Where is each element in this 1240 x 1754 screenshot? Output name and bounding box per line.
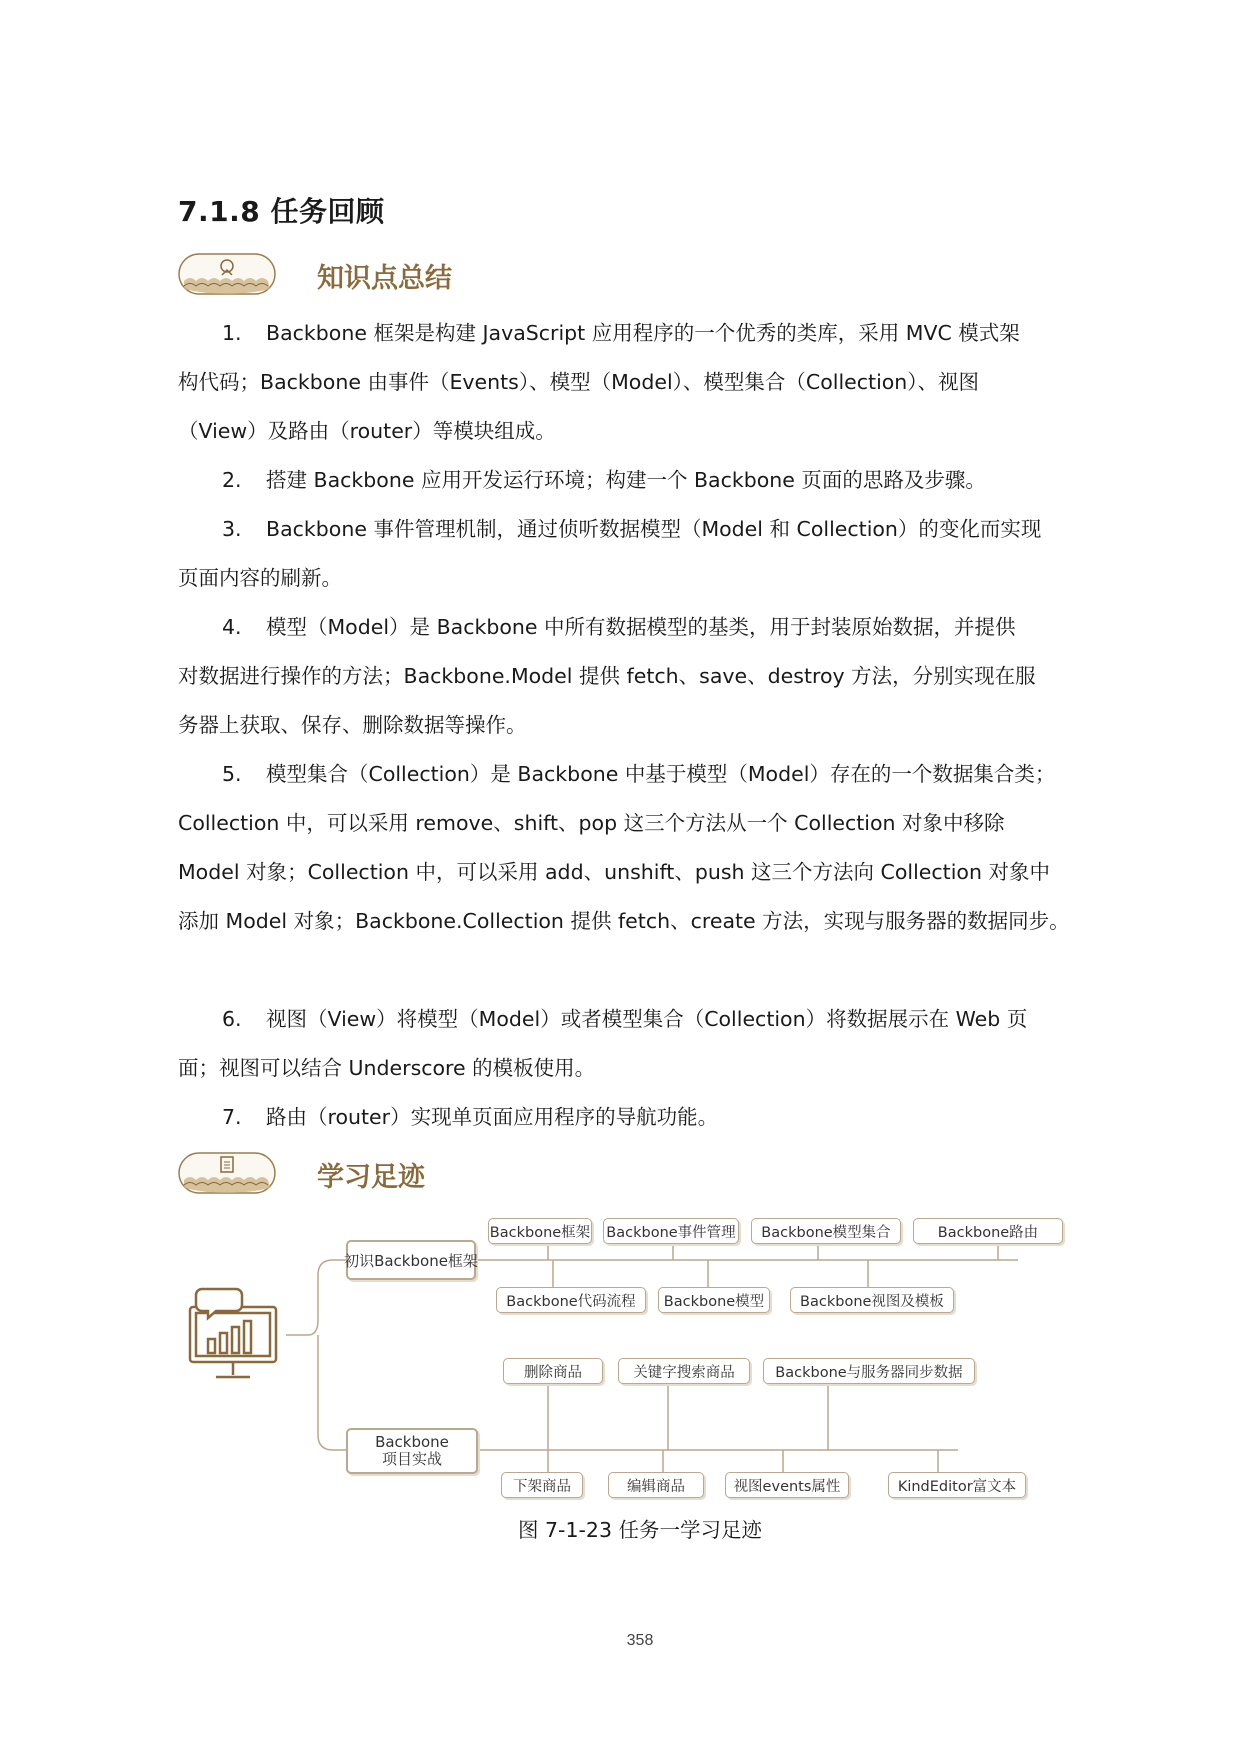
summary-item-5-line2: Collection 中，可以采用 remove、shift、pop 这三个方法从一个 Collection 对象中移除	[178, 811, 1005, 835]
mindmap-connectors	[178, 1210, 1068, 1500]
mindmap-node: Backbone视图及模板	[790, 1287, 954, 1313]
mindmap-node: KindEditor富文本	[888, 1472, 1026, 1498]
summary-text	[178, 309, 1078, 1142]
mindmap-node: Backbone模型	[658, 1287, 770, 1313]
mindmap-node: 关键字搜索商品	[618, 1358, 750, 1384]
summary-item-5-line4: 添加 Model 对象；Backbone.Collection 提供 fetch、create 方法，实现与服务器的数据同步。	[178, 909, 1070, 933]
mindmap-node: 视图events属性	[725, 1472, 849, 1498]
summary-badge-icon	[178, 253, 276, 295]
summary-item-6: 6. 视图（View）将模型（Model）或者模型集合（Collection）将数据展示在 Web 页	[222, 1007, 1028, 1031]
mindmap-node: Backbone框架	[488, 1218, 592, 1244]
mindmap-branch-1: 初识Backbone框架	[346, 1240, 476, 1280]
branch-2-line1: Backbone	[375, 1433, 449, 1451]
summary-item-4-line3: 务器上获取、保存、删除数据等操作。	[178, 713, 527, 737]
summary-item-5: 5. 模型集合（Collection）是 Backbone 中基于模型（Model）存在的一个数据集合类；	[222, 762, 1056, 786]
figure-caption: 图 7-1-23 任务一学习足迹	[518, 1518, 762, 1542]
mindmap-node: 删除商品	[503, 1358, 603, 1384]
summary-item-4: 4. 模型（Model）是 Backbone 中所有数据模型的基类，用于封装原始数据，并提供	[222, 615, 1016, 639]
summary-heading: 知识点总结	[317, 263, 452, 294]
footprint-heading: 学习足迹	[317, 1162, 425, 1193]
mindmap-node: Backbone与服务器同步数据	[763, 1358, 975, 1384]
monitor-chart-icon	[188, 1287, 278, 1382]
summary-item-1-line3: （View）及路由（router）等模块组成。	[178, 419, 556, 443]
branch-2-line2: 项目实战	[381, 1450, 442, 1468]
mindmap-node: Backbone事件管理	[603, 1218, 739, 1244]
summary-item-1-line2: 构代码；Backbone 由事件（Events）、模型（Model）、模型集合（Collection）、视图	[178, 370, 980, 394]
summary-item-3-line2: 页面内容的刷新。	[178, 566, 342, 590]
mindmap-node: Backbone代码流程	[496, 1287, 646, 1313]
summary-item-5-line3: Model 对象；Collection 中，可以采用 add、unshift、push 这三个方法向 Collection 对象中	[178, 860, 1050, 884]
page-number: 358	[626, 1632, 654, 1649]
summary-item-7: 7. 路由（router）实现单页面应用程序的导航功能。	[222, 1105, 719, 1129]
footprint-badge-icon	[178, 1152, 276, 1194]
summary-item-2: 2. 搭建 Backbone 应用开发运行环境；构建一个 Backbone 页面的思路及步骤。	[222, 468, 986, 492]
summary-item-4-line2: 对数据进行操作的方法；Backbone.Model 提供 fetch、save、destroy 方法，分别实现在服	[178, 664, 1036, 688]
mindmap-branch-2	[346, 1428, 478, 1474]
mindmap-node: 编辑商品	[608, 1472, 704, 1498]
summary-item-3: 3. Backbone 事件管理机制，通过侦听数据模型（Model 和 Collection）的变化而实现	[222, 517, 1042, 541]
mindmap-node: Backbone模型集合	[751, 1218, 901, 1244]
mindmap-node: Backbone路由	[913, 1218, 1063, 1244]
summary-item-6-line2: 面；视图可以结合 Underscore 的模板使用。	[178, 1056, 596, 1080]
learning-mindmap	[178, 1210, 1068, 1500]
mindmap-node: 下架商品	[501, 1472, 583, 1498]
summary-item-1: 1. Backbone 框架是构建 JavaScript 应用程序的一个优秀的类库，采用 MVC 模式架	[222, 321, 1020, 345]
section-title: 7.1.8 任务回顾	[178, 195, 385, 228]
summary-spacer	[178, 946, 1078, 995]
